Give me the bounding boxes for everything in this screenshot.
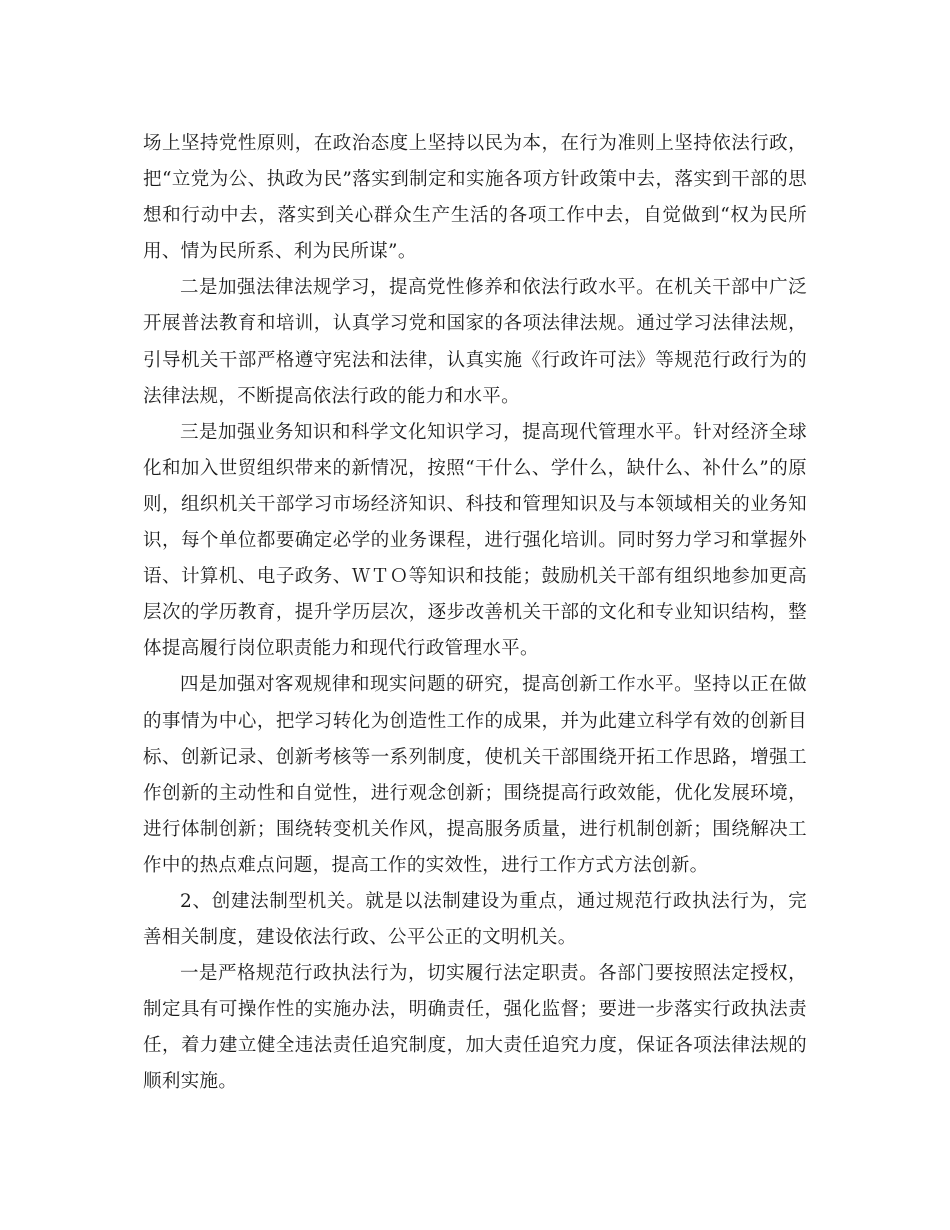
paragraph-law-study: 二是加强法律法规学习，提高党性修养和依法行政水平。在机关干部中广泛开展普法教育和培训，认真学习党和国家的各项法律法规。通过学习法律法规，引导机关干部严格遵守宪法和法律，认真实施《行政许可法》等规范行政行为的法律法规，不断提高依法行政的能力和水平。 [143,277,807,407]
paragraph-legal-organ: 2、创建法制型机关。就是以法制建设为重点，通过规范行政执法行为，完善相关制度，建设依法行政、公平公正的文明机关。 [143,890,807,949]
document-body [143,126,807,1101]
paragraph-law-enforcement: 一是严格规范行政执法行为，切实履行法定职责。各部门要按照法定授权，制定具有可操作性的实施办法，明确责任，强化监督；要进一步落实行政执法责任，着力建立健全违法责任追究制度，加大责任追究力度，保证各项法律法规的顺利实施。 [143,963,807,1093]
paragraph-innovation-research: 四是加强对客观规律和现实问题的研究，提高创新工作水平。坚持以正在做的事情为中心，把学习转化为创造性工作的成果，并为此建立科学有效的创新目标、创新记录、创新考核等一系列制度，使机关干部围绕开拓工作思路，增强工作创新的主动性和自觉性，进行观念创新；围绕提高行政效能，优化发展环境，进行体制创新；围绕转变机关作风，提高服务质量，进行机制创新；围绕解决工作中的热点难点问题，提高工作的实效性，进行工作方式方法创新。 [143,674,807,876]
paragraph-business-knowledge: 三是加强业务知识和科学文化知识学习，提高现代管理水平。针对经济全球化和加入世贸组织带来的新情况，按照“干什么、学什么，缺什么、补什么”的原则，组织机关干部学习市场经济知识、科技和管理知识及与本领域相关的业务知识，每个单位都要确定必学的业务课程，进行强化培训。同时努力学习和掌握外语、计算机、电子政务、ＷＴＯ等知识和技能；鼓励机关干部有组织地参加更高层次的学历教育，提升学历层次，逐步改善机关干部的文化和专业知识结构，整体提高履行岗位职责能力和现代行政管理水平。 [143,421,807,660]
paragraph-continuation: 场上坚持党性原则，在政治态度上坚持以民为本，在行为准则上坚持依法行政，把“立党为公、执政为民”落实到制定和实施各项方针政策中去，落实到干部的思想和行动中去，落实到关心群众生产生活的各项工作中去，自觉做到“权为民所用、情为民所系、利为民所谋”。 [143,133,807,263]
